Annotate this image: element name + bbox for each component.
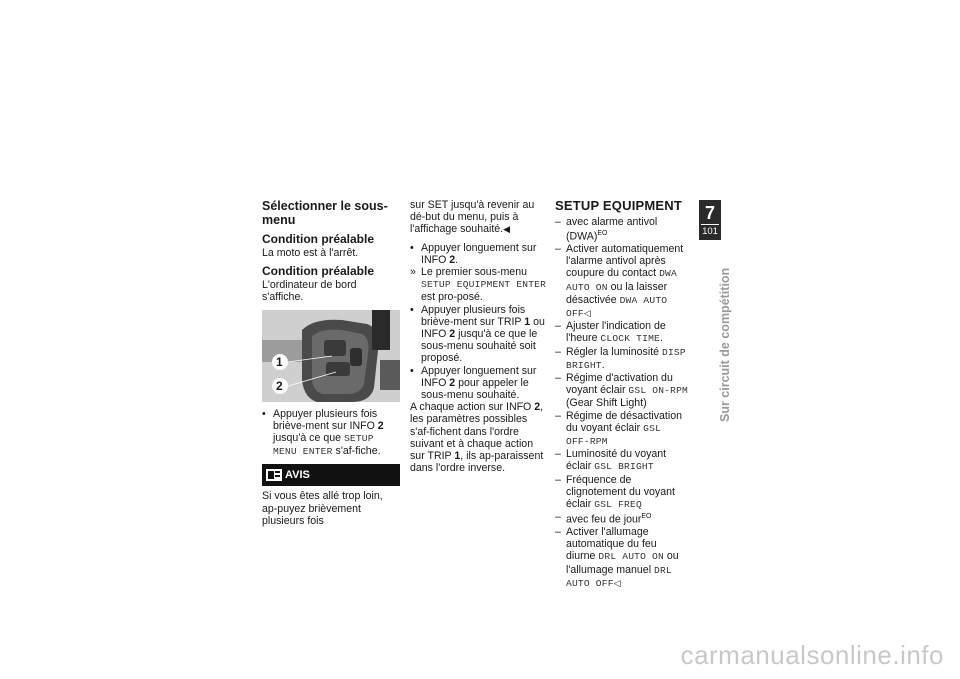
list-item: – Fréquence de clignotement du voyant éclair GSL FREQ [555, 473, 675, 510]
list-item: – Régime d'activation du voyant éclair GSL ON-RPM (Gear Shift Light) [555, 371, 688, 410]
precondition-text-1: La moto est à l'arrêt. [262, 247, 359, 259]
notice-text: Si vous êtes allé trop loin, ap-puyez brièvement plusieurs fois [262, 490, 383, 527]
chapter-tab [699, 200, 721, 240]
step-list-2 [410, 242, 548, 402]
notice-banner [262, 464, 400, 486]
section-side-title [700, 246, 732, 424]
list-item: • Appuyer plusieurs fois briève-ment sur TRIP 1 ou INFO 2 jusqu'à ce que le sous-menu souhaité soit proposé. [410, 303, 545, 365]
list-item: – Activer automatiquement l'alarme antivol après coupure du contact DWA AUTO ON ou la laisser désactivée DWA AUTO OFF◁ [555, 242, 684, 319]
column-left [262, 199, 400, 527]
list-item: – avec feu de jour$^{EO}$ [555, 511, 652, 526]
list-item: – Luminosité du voyant éclair GSL BRIGHT [555, 448, 667, 473]
notice-label: AVIS [285, 469, 310, 482]
handlebar-switch-photo [262, 310, 400, 402]
list-item: – avec alarme antivol (DWA)$^{EO}$ [555, 216, 658, 243]
step-list-1 [262, 408, 400, 459]
column-middle [410, 199, 548, 474]
list-item: • Appuyer longuement sur INFO 2. [410, 241, 537, 266]
manual-book-icon [265, 467, 283, 483]
column-right [555, 199, 689, 590]
precondition-title-2: Condition préalable [262, 264, 375, 279]
list-item: • Appuyer longuement sur INFO 2 pour appeler le sous-menu souhaité. [410, 364, 537, 402]
list-item: – Ajuster l'indication de l'heure CLOCK TIME. [555, 320, 666, 345]
list-item: – Activer l'allumage automatique du feu diurne DRL AUTO ON ou l'allumage manuel DRL AUTO OFF◁ [555, 525, 679, 589]
list-item: » Le premier sous-menu SETUP EQUIPMENT ENTER est pro-posé. [410, 266, 547, 304]
page-number: 101 [702, 226, 718, 237]
section-title-setup-equipment: SETUP EQUIPMENT [555, 198, 683, 213]
photo-callout-2: 2 [276, 378, 283, 393]
list-item: – Régime de désactivation du voyant éclair GSL OFF-RPM [555, 409, 683, 447]
list-item: – Régler la luminosité DISP BRIGHT. [555, 345, 686, 371]
precondition-text-2: L'ordinateur de bord s'affiche. [262, 279, 357, 304]
end-of-option-icon: ◁ [613, 577, 621, 588]
section-side-title-text: Sur circuit de compétition [718, 267, 732, 422]
end-of-notice-icon: ◀ [503, 224, 511, 235]
photo-callout-1: 1 [276, 354, 283, 369]
setup-equipment-list [555, 216, 689, 590]
section-title-select-submenu: Sélectionner le sous-menu [262, 199, 388, 227]
order-paragraph: A chaque action sur INFO 2, les paramètres possibles s'af-fichent dans l'ordre suivant et à chaque action sur TRIP 1, ils ap-paraissent dans l'ordre inverse. [410, 401, 544, 475]
watermark: carmanualsonline.info [680, 640, 944, 670]
chapter-number: 7 [704, 203, 715, 223]
precondition-title-1: Condition préalable [262, 232, 375, 246]
list-item: • Appuyer plusieurs fois briève-ment sur INFO 2 jusqu'à ce que SETUP MENU ENTER s'af-fiche. [262, 407, 384, 458]
notice-text-continued: sur SET jusqu'à revenir au dé-but du menu, puis à l'affichage souhaité.◀ [410, 199, 535, 236]
end-of-option-icon: ◁ [583, 307, 591, 318]
